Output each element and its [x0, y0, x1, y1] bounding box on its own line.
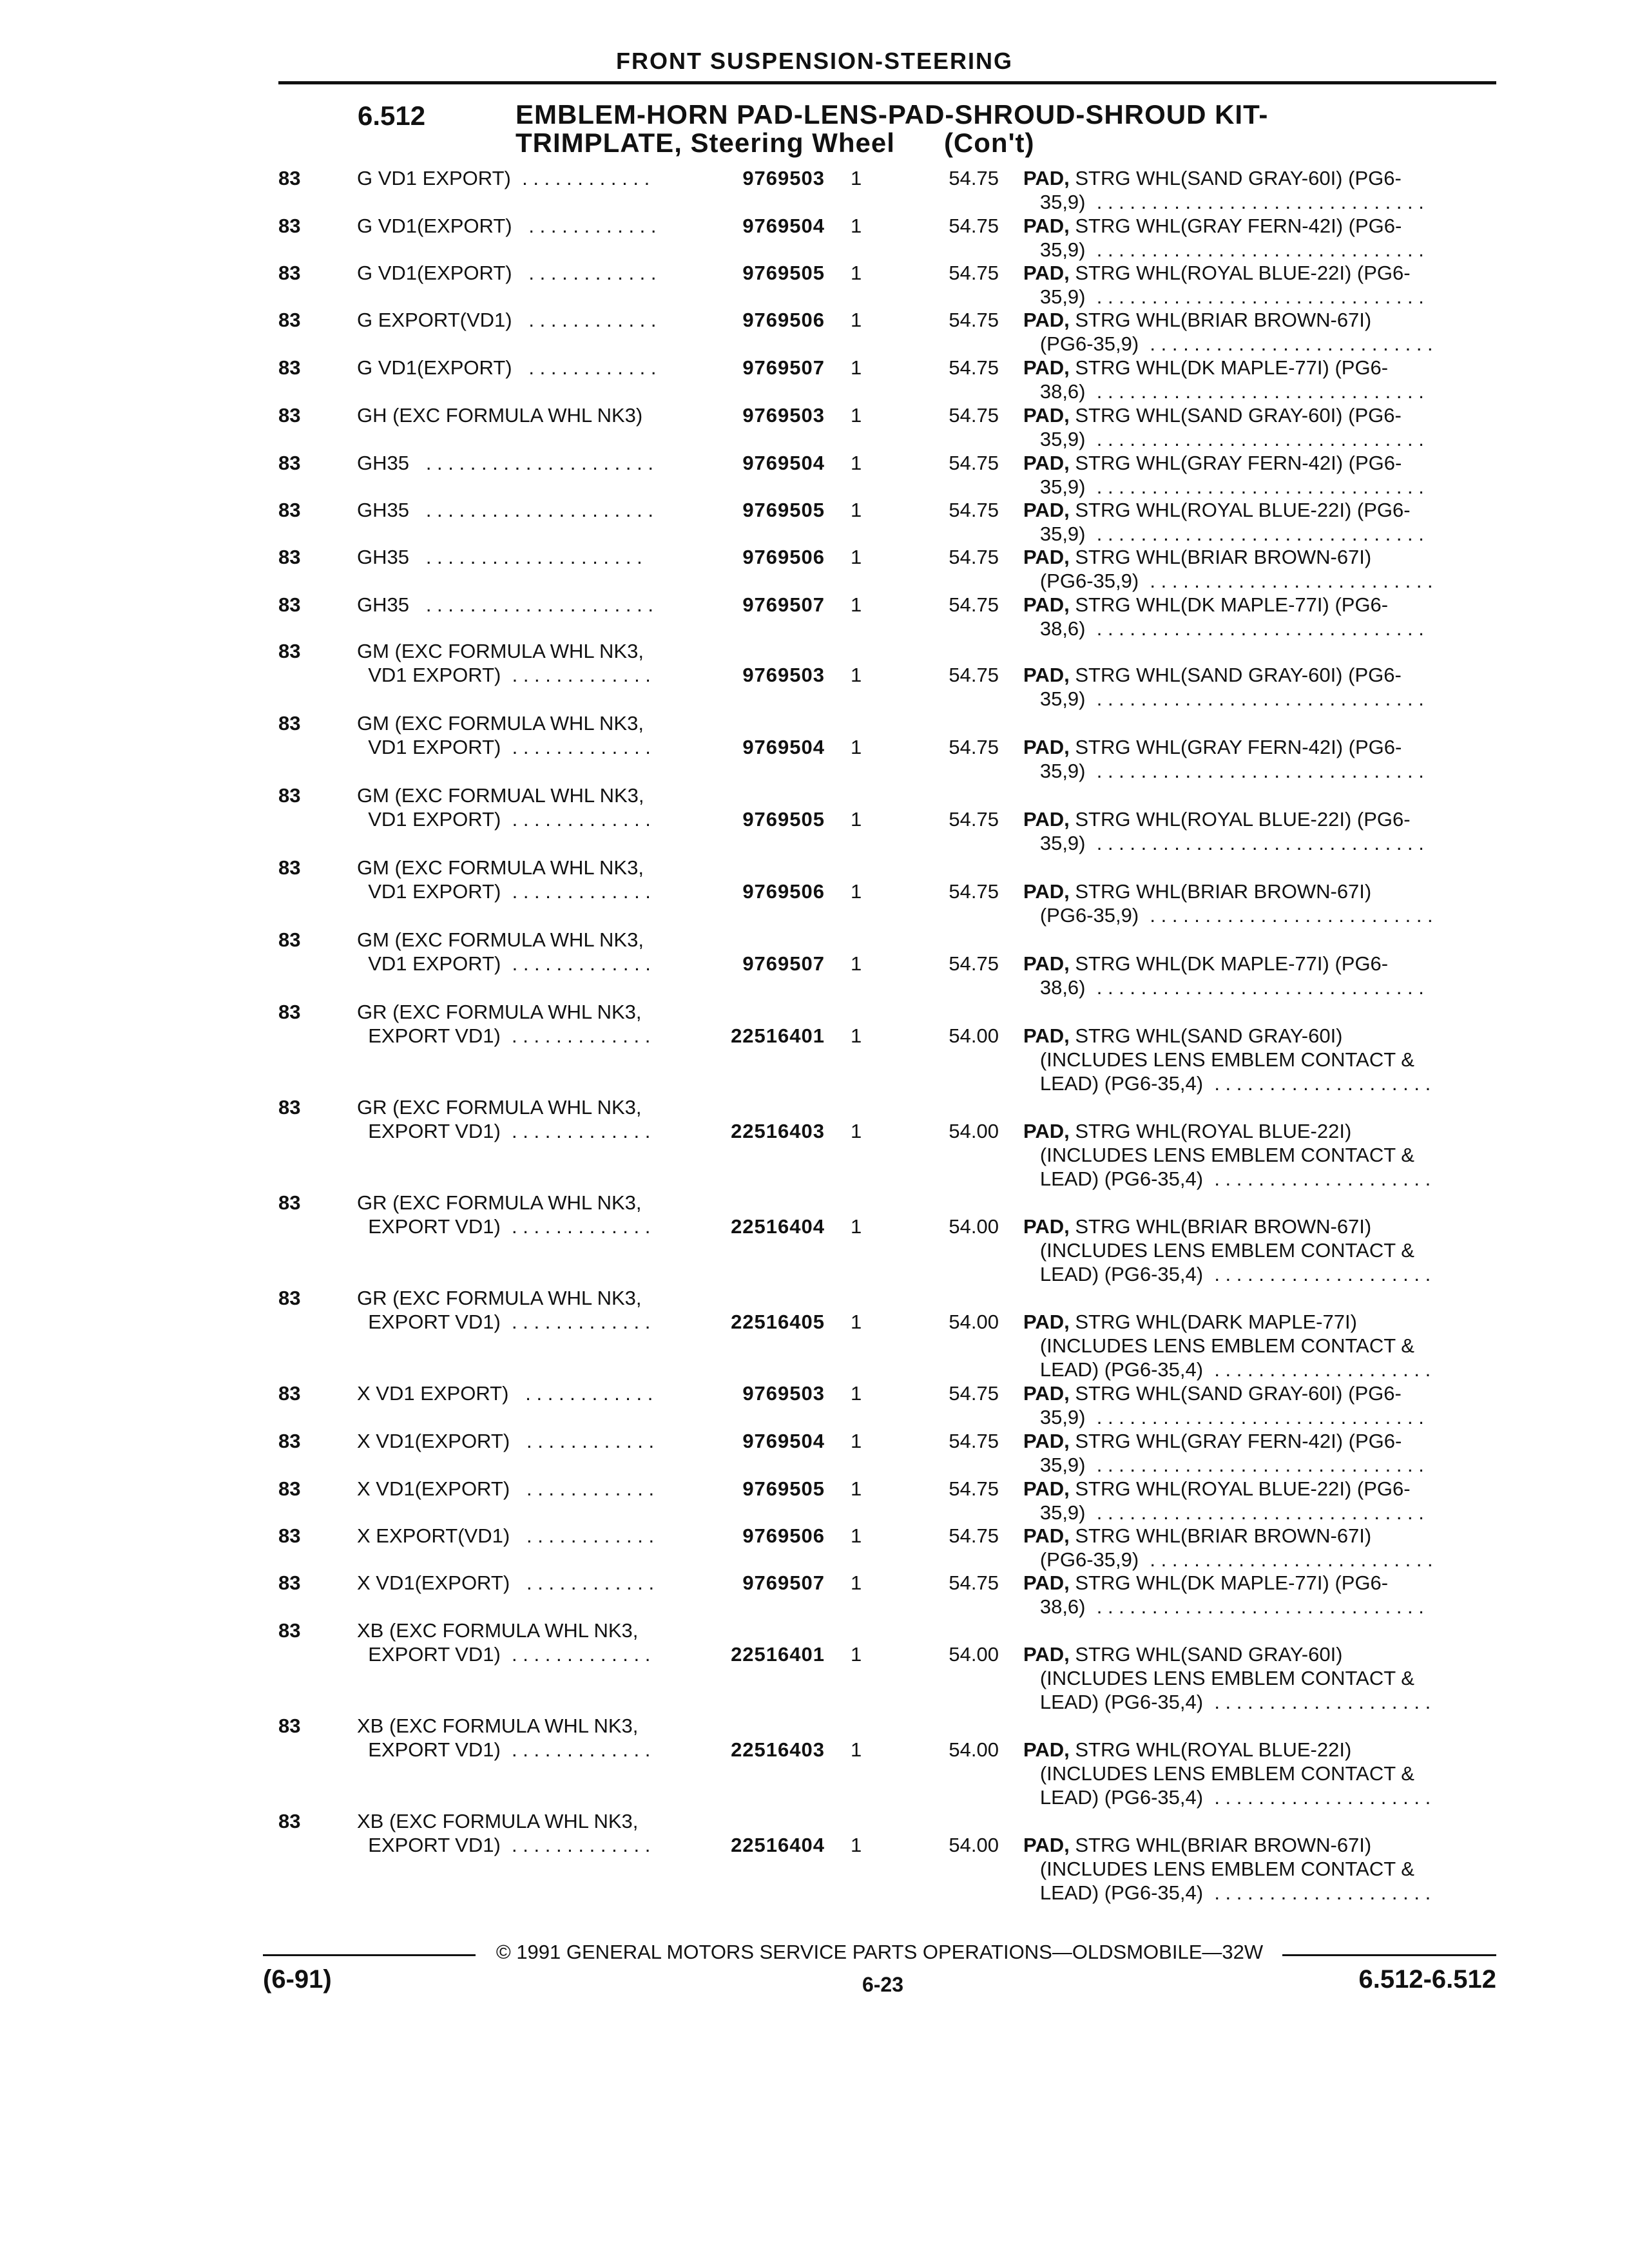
description-text: STRG WHL(SAND GRAY-60I) (PG6- 35,9) . . . . . . . . . . . . . . . . . . . . . . . . . . . . . .: [1039, 1382, 1424, 1428]
part-description: [1023, 1310, 1487, 1381]
part-number: 9769504: [742, 215, 825, 237]
quantity: 1: [851, 664, 862, 686]
quantity: 1: [851, 1643, 862, 1666]
price: 54.75: [949, 880, 999, 903]
price: 54.75: [949, 356, 999, 379]
model-usage: XB (EXC FORMULA WHL NK3, EXPORT VD1) . . . . . . . . . . . . .: [357, 1715, 651, 1761]
part-number: 9769503: [742, 404, 825, 427]
description-keyword: PAD,: [1023, 952, 1070, 975]
description-text: STRG WHL(DK MAPLE-77I) (PG6- 38,6) . . . . . . . . . . . . . . . . . . . . . . . . . . . . . .: [1039, 952, 1424, 999]
quantity: 1: [851, 1571, 862, 1594]
part-number: 9769505: [742, 262, 825, 284]
price: 54.75: [949, 664, 999, 686]
section-title-line-1: EMBLEM-HORN PAD-LENS-PAD-SHROUD-SHROUD KIT-: [516, 99, 1269, 130]
part-description: [1023, 214, 1487, 262]
group-number: 83: [278, 1571, 301, 1594]
group-number: 83: [278, 1287, 301, 1309]
group-number: 83: [278, 928, 301, 951]
part-number: 22516401: [731, 1024, 825, 1047]
price: 54.75: [949, 404, 999, 427]
description-text: STRG WHL(DK MAPLE-77I) (PG6- 38,6) . . . . . . . . . . . . . . . . . . . . . . . . . . . . . .: [1039, 1571, 1424, 1618]
part-number: 9769506: [742, 309, 825, 331]
section-title: [516, 101, 1482, 157]
part-number: 22516404: [731, 1215, 825, 1238]
quantity: 1: [851, 1738, 862, 1761]
part-number: 9769507: [742, 1571, 825, 1594]
group-number: 83: [278, 1524, 301, 1547]
part-number: 9769505: [742, 808, 825, 831]
price: 54.75: [949, 808, 999, 831]
model-usage: GH (EXC FORMULA WHL NK3): [357, 404, 643, 427]
description-keyword: PAD,: [1023, 1477, 1070, 1500]
description-text: STRG WHL(BRIAR BROWN-67I) (PG6-35,9) . . . . . . . . . . . . . . . . . . . . . . . . . .: [1039, 880, 1433, 927]
model-usage: GH35 . . . . . . . . . . . . . . . . . . . . .: [357, 593, 653, 616]
description-keyword: PAD,: [1023, 1120, 1070, 1142]
description-text: STRG WHL(ROYAL BLUE-22I) (INCLUDES LENS EMBLEM CONTACT & LEAD) (PG6-35,4) . . . . . . . . . . . . . . . . . . . .: [1039, 1120, 1431, 1190]
part-description: [1023, 1571, 1487, 1619]
group-number: 83: [278, 593, 301, 616]
quantity: 1: [851, 1834, 862, 1856]
model-usage: G VD1(EXPORT) . . . . . . . . . . . .: [357, 215, 657, 237]
model-usage: GM (EXC FORMULA WHL NK3, VD1 EXPORT) . . . . . . . . . . . . .: [357, 928, 651, 975]
description-text: STRG WHL(DK MAPLE-77I) (PG6- 38,6) . . . . . . . . . . . . . . . . . . . . . . . . . . . . . .: [1039, 593, 1424, 640]
part-number: 22516403: [731, 1120, 825, 1142]
quantity: 1: [851, 952, 862, 975]
part-number: 9769505: [742, 499, 825, 521]
price: 54.75: [949, 499, 999, 521]
description-keyword: PAD,: [1023, 880, 1070, 903]
description-keyword: PAD,: [1023, 1643, 1070, 1666]
group-number: 83: [278, 546, 301, 568]
part-description: [1023, 952, 1487, 999]
description-text: STRG WHL(ROYAL BLUE-22I) (PG6- 35,9) . . . . . . . . . . . . . . . . . . . . . . . . . . . . . .: [1039, 262, 1424, 308]
group-number: 83: [278, 712, 301, 735]
description-keyword: PAD,: [1023, 452, 1070, 474]
part-description: [1023, 807, 1487, 855]
description-keyword: PAD,: [1023, 1834, 1070, 1856]
part-number: 9769504: [742, 452, 825, 474]
group-number: 83: [278, 356, 301, 379]
group-number: 83: [278, 856, 301, 879]
group-number: 83: [278, 499, 301, 521]
group-number: 83: [278, 1191, 301, 1214]
quantity: 1: [851, 880, 862, 903]
group-number: 83: [278, 215, 301, 237]
part-description: [1023, 1524, 1487, 1571]
part-number: 9769506: [742, 880, 825, 903]
description-text: STRG WHL(GRAY FERN-42I) (PG6- 35,9) . . . . . . . . . . . . . . . . . . . . . . . . . . . . . .: [1039, 215, 1424, 261]
quantity: 1: [851, 1311, 862, 1333]
model-usage: XB (EXC FORMULA WHL NK3, EXPORT VD1) . . . . . . . . . . . . .: [357, 1810, 651, 1856]
part-description: [1023, 879, 1487, 927]
description-text: STRG WHL(BRIAR BROWN-67I) (PG6-35,9) . . . . . . . . . . . . . . . . . . . . . . . . . .: [1039, 546, 1433, 592]
part-description: [1023, 1024, 1487, 1095]
quantity: 1: [851, 1120, 862, 1142]
description-text: STRG WHL(GRAY FERN-42I) (PG6- 35,9) . . . . . . . . . . . . . . . . . . . . . . . . . . . . . .: [1039, 1430, 1424, 1476]
model-usage: GM (EXC FORMULA WHL NK3, VD1 EXPORT) . . . . . . . . . . . . .: [357, 640, 651, 686]
part-description: [1023, 1381, 1487, 1429]
part-number: 9769503: [742, 664, 825, 686]
group-number: 83: [278, 262, 301, 284]
quantity: 1: [851, 736, 862, 758]
description-keyword: PAD,: [1023, 664, 1070, 686]
model-usage: GH35 . . . . . . . . . . . . . . . . . . . .: [357, 546, 642, 568]
price: 54.75: [949, 167, 999, 189]
description-keyword: PAD,: [1023, 593, 1070, 616]
model-usage: GR (EXC FORMULA WHL NK3, EXPORT VD1) . . . . . . . . . . . . .: [357, 1001, 651, 1047]
model-usage: X VD1 EXPORT) . . . . . . . . . . . .: [357, 1382, 653, 1405]
description-keyword: PAD,: [1023, 1311, 1070, 1333]
part-number: 9769504: [742, 1430, 825, 1452]
part-number: 9769506: [742, 1524, 825, 1547]
model-usage: GR (EXC FORMULA WHL NK3, EXPORT VD1) . . . . . . . . . . . . .: [357, 1287, 651, 1333]
description-keyword: PAD,: [1023, 808, 1070, 831]
model-usage: GM (EXC FORMULA WHL NK3, VD1 EXPORT) . . . . . . . . . . . . .: [357, 712, 651, 758]
description-keyword: PAD,: [1023, 309, 1070, 331]
footer-copyright: © 1991 GENERAL MOTORS SERVICE PARTS OPERATIONS—OLDSMOBILE—32W: [496, 1941, 1264, 1963]
description-keyword: PAD,: [1023, 1430, 1070, 1452]
group-number: 83: [278, 784, 301, 807]
part-number: 9769505: [742, 1477, 825, 1500]
model-usage: G VD1(EXPORT) . . . . . . . . . . . .: [357, 262, 657, 284]
price: 54.00: [949, 1311, 999, 1333]
description-keyword: PAD,: [1023, 736, 1070, 758]
quantity: 1: [851, 499, 862, 521]
description-keyword: PAD,: [1023, 215, 1070, 237]
group-number: 83: [278, 1430, 301, 1452]
price: 54.75: [949, 546, 999, 568]
description-text: STRG WHL(SAND GRAY-60I) (INCLUDES LENS EMBLEM CONTACT & LEAD) (PG6-35,4) . . . . . . . . . . . . . . . . . . . .: [1039, 1024, 1431, 1095]
model-usage: GM (EXC FORMULA WHL NK3, VD1 EXPORT) . . . . . . . . . . . . .: [357, 856, 651, 903]
group-number: 83: [278, 167, 301, 189]
description-keyword: PAD,: [1023, 404, 1070, 427]
price: 54.75: [949, 309, 999, 331]
model-usage: X VD1(EXPORT) . . . . . . . . . . . .: [357, 1430, 655, 1452]
quantity: 1: [851, 593, 862, 616]
description-keyword: PAD,: [1023, 1382, 1070, 1405]
quantity: 1: [851, 1430, 862, 1452]
price: 54.00: [949, 1643, 999, 1666]
group-number: 83: [278, 1477, 301, 1500]
part-description: [1023, 1215, 1487, 1286]
price: 54.75: [949, 215, 999, 237]
quantity: 1: [851, 404, 862, 427]
description-text: STRG WHL(SAND GRAY-60I) (INCLUDES LENS EMBLEM CONTACT & LEAD) (PG6-35,4) . . . . . . . . . . . . . . . . . . . .: [1039, 1643, 1431, 1713]
price: 54.75: [949, 736, 999, 758]
quantity: 1: [851, 1215, 862, 1238]
model-usage: G EXPORT(VD1) . . . . . . . . . . . .: [357, 309, 657, 331]
description-keyword: PAD,: [1023, 1738, 1070, 1761]
quantity: 1: [851, 1382, 862, 1405]
section-title-line-2: TRIMPLATE, Steering Wheel (Con't): [516, 128, 1035, 158]
description-keyword: PAD,: [1023, 1524, 1070, 1547]
model-usage: G VD1(EXPORT) . . . . . . . . . . . .: [357, 356, 657, 379]
page-header-title: FRONT SUSPENSION-STEERING: [615, 48, 1014, 74]
model-usage: G VD1 EXPORT) . . . . . . . . . . . .: [357, 167, 650, 189]
part-number: 22516401: [731, 1643, 825, 1666]
footer-section-range: 6.512-6.512: [1358, 1965, 1496, 1994]
description-keyword: PAD,: [1023, 546, 1070, 568]
part-description: [1023, 308, 1487, 356]
part-description: [1023, 1833, 1487, 1905]
price: 54.00: [949, 1215, 999, 1238]
part-description: [1023, 403, 1487, 451]
price: 54.75: [949, 262, 999, 284]
quantity: 1: [851, 215, 862, 237]
description-text: STRG WHL(BRIAR BROWN-67I) (INCLUDES LENS EMBLEM CONTACT & LEAD) (PG6-35,4) . . . . . . . . . . . . . . . . . . . .: [1039, 1834, 1431, 1904]
description-text: STRG WHL(ROYAL BLUE-22I) (PG6- 35,9) . . . . . . . . . . . . . . . . . . . . . . . . . . . . . .: [1039, 1477, 1424, 1524]
part-description: [1023, 593, 1487, 640]
part-description: [1023, 663, 1487, 711]
part-number: 22516404: [731, 1834, 825, 1856]
group-number: 83: [278, 1619, 301, 1642]
description-text: STRG WHL(BRIAR BROWN-67I) (INCLUDES LENS EMBLEM CONTACT & LEAD) (PG6-35,4) . . . . . . . . . . . . . . . . . . . .: [1039, 1215, 1431, 1285]
part-description: [1023, 498, 1487, 546]
description-keyword: PAD,: [1023, 167, 1070, 189]
description-keyword: PAD,: [1023, 356, 1070, 379]
part-number: 9769507: [742, 356, 825, 379]
section-number: 6.512: [358, 101, 426, 131]
description-keyword: PAD,: [1023, 1024, 1070, 1047]
group-number: 83: [278, 640, 301, 662]
group-number: 83: [278, 1810, 301, 1832]
model-usage: GH35 . . . . . . . . . . . . . . . . . . . . .: [357, 499, 653, 521]
price: 54.75: [949, 1524, 999, 1547]
footer-rule-right: [1282, 1954, 1496, 1956]
description-keyword: PAD,: [1023, 1215, 1070, 1238]
description-keyword: PAD,: [1023, 499, 1070, 521]
part-number: 22516405: [731, 1311, 825, 1333]
group-number: 83: [278, 452, 301, 474]
footer-rule-left: [263, 1954, 476, 1956]
description-text: STRG WHL(DK MAPLE-77I) (PG6- 38,6) . . . . . . . . . . . . . . . . . . . . . . . . . . . . . .: [1039, 356, 1424, 403]
quantity: 1: [851, 309, 862, 331]
group-number: 83: [278, 404, 301, 427]
description-text: STRG WHL(GRAY FERN-42I) (PG6- 35,9) . . . . . . . . . . . . . . . . . . . . . . . . . . . . . .: [1039, 736, 1424, 782]
price: 54.00: [949, 1834, 999, 1856]
part-description: [1023, 735, 1487, 783]
part-description: [1023, 1429, 1487, 1477]
part-number: 9769503: [742, 167, 825, 189]
price: 54.75: [949, 452, 999, 474]
part-description: [1023, 545, 1487, 593]
part-number: 9769504: [742, 736, 825, 758]
price: 54.75: [949, 1430, 999, 1452]
part-number: 9769503: [742, 1382, 825, 1405]
model-usage: X VD1(EXPORT) . . . . . . . . . . . .: [357, 1571, 655, 1594]
part-description: [1023, 451, 1487, 499]
description-text: STRG WHL(ROYAL BLUE-22I) (PG6- 35,9) . . . . . . . . . . . . . . . . . . . . . . . . . . . . . .: [1039, 808, 1424, 854]
description-text: STRG WHL(GRAY FERN-42I) (PG6- 35,9) . . . . . . . . . . . . . . . . . . . . . . . . . . . . . .: [1039, 452, 1424, 498]
quantity: 1: [851, 546, 862, 568]
price: 54.75: [949, 1571, 999, 1594]
model-usage: GR (EXC FORMULA WHL NK3, EXPORT VD1) . . . . . . . . . . . . .: [357, 1096, 651, 1142]
description-text: STRG WHL(SAND GRAY-60I) (PG6- 35,9) . . . . . . . . . . . . . . . . . . . . . . . . . . . . . .: [1039, 404, 1424, 450]
group-number: 83: [278, 1001, 301, 1023]
part-number: 9769506: [742, 546, 825, 568]
group-number: 83: [278, 1715, 301, 1737]
part-number: 9769507: [742, 952, 825, 975]
model-usage: GH35 . . . . . . . . . . . . . . . . . . . . .: [357, 452, 653, 474]
quantity: 1: [851, 356, 862, 379]
model-usage: GM (EXC FORMUAL WHL NK3, VD1 EXPORT) . . . . . . . . . . . . .: [357, 784, 651, 831]
part-number: 9769507: [742, 593, 825, 616]
quantity: 1: [851, 1524, 862, 1547]
part-number: 22516403: [731, 1738, 825, 1761]
header-rule: [278, 81, 1496, 84]
part-description: [1023, 1477, 1487, 1524]
model-usage: X EXPORT(VD1) . . . . . . . . . . . .: [357, 1524, 655, 1547]
part-description: [1023, 1738, 1487, 1809]
quantity: 1: [851, 262, 862, 284]
price: 54.75: [949, 593, 999, 616]
part-description: [1023, 261, 1487, 309]
price: 54.00: [949, 1738, 999, 1761]
quantity: 1: [851, 808, 862, 831]
description-keyword: PAD,: [1023, 1571, 1070, 1594]
group-number: 83: [278, 1382, 301, 1405]
price: 54.75: [949, 952, 999, 975]
part-description: [1023, 1119, 1487, 1191]
group-number: 83: [278, 1096, 301, 1119]
model-usage: X VD1(EXPORT) . . . . . . . . . . . .: [357, 1477, 655, 1500]
quantity: 1: [851, 452, 862, 474]
description-text: STRG WHL(BRIAR BROWN-67I) (PG6-35,9) . . . . . . . . . . . . . . . . . . . . . . . . . .: [1039, 1524, 1433, 1571]
group-number: 83: [278, 309, 301, 331]
part-description: [1023, 1642, 1487, 1714]
description-text: STRG WHL(SAND GRAY-60I) (PG6- 35,9) . . . . . . . . . . . . . . . . . . . . . . . . . . . . . .: [1039, 664, 1424, 710]
model-usage: GR (EXC FORMULA WHL NK3, EXPORT VD1) . . . . . . . . . . . . .: [357, 1191, 651, 1238]
description-text: STRG WHL(ROYAL BLUE-22I) (PG6- 35,9) . . . . . . . . . . . . . . . . . . . . . . . . . . . . . .: [1039, 499, 1424, 545]
price: 54.75: [949, 1382, 999, 1405]
model-usage: XB (EXC FORMULA WHL NK3, EXPORT VD1) . . . . . . . . . . . . .: [357, 1619, 651, 1666]
description-text: STRG WHL(ROYAL BLUE-22I) (INCLUDES LENS EMBLEM CONTACT & LEAD) (PG6-35,4) . . . . . . . . . . . . . . . . . . . .: [1039, 1738, 1431, 1809]
price: 54.75: [949, 1477, 999, 1500]
quantity: 1: [851, 1024, 862, 1047]
description-text: STRG WHL(SAND GRAY-60I) (PG6- 35,9) . . . . . . . . . . . . . . . . . . . . . . . . . . . . . .: [1039, 167, 1424, 213]
description-text: STRG WHL(BRIAR BROWN-67I) (PG6-35,9) . . . . . . . . . . . . . . . . . . . . . . . . . .: [1039, 309, 1433, 355]
quantity: 1: [851, 1477, 862, 1500]
description-keyword: PAD,: [1023, 262, 1070, 284]
quantity: 1: [851, 167, 862, 189]
footer-date-code: (6-91): [263, 1965, 332, 1994]
part-description: [1023, 166, 1487, 214]
description-text: STRG WHL(DARK MAPLE-77I) (INCLUDES LENS EMBLEM CONTACT & LEAD) (PG6-35,4) . . . . . . . . . . . . . . . . . . . .: [1039, 1311, 1431, 1381]
footer-page-number: 6-23: [862, 1973, 904, 1996]
price: 54.00: [949, 1024, 999, 1047]
price: 54.00: [949, 1120, 999, 1142]
part-description: [1023, 356, 1487, 403]
